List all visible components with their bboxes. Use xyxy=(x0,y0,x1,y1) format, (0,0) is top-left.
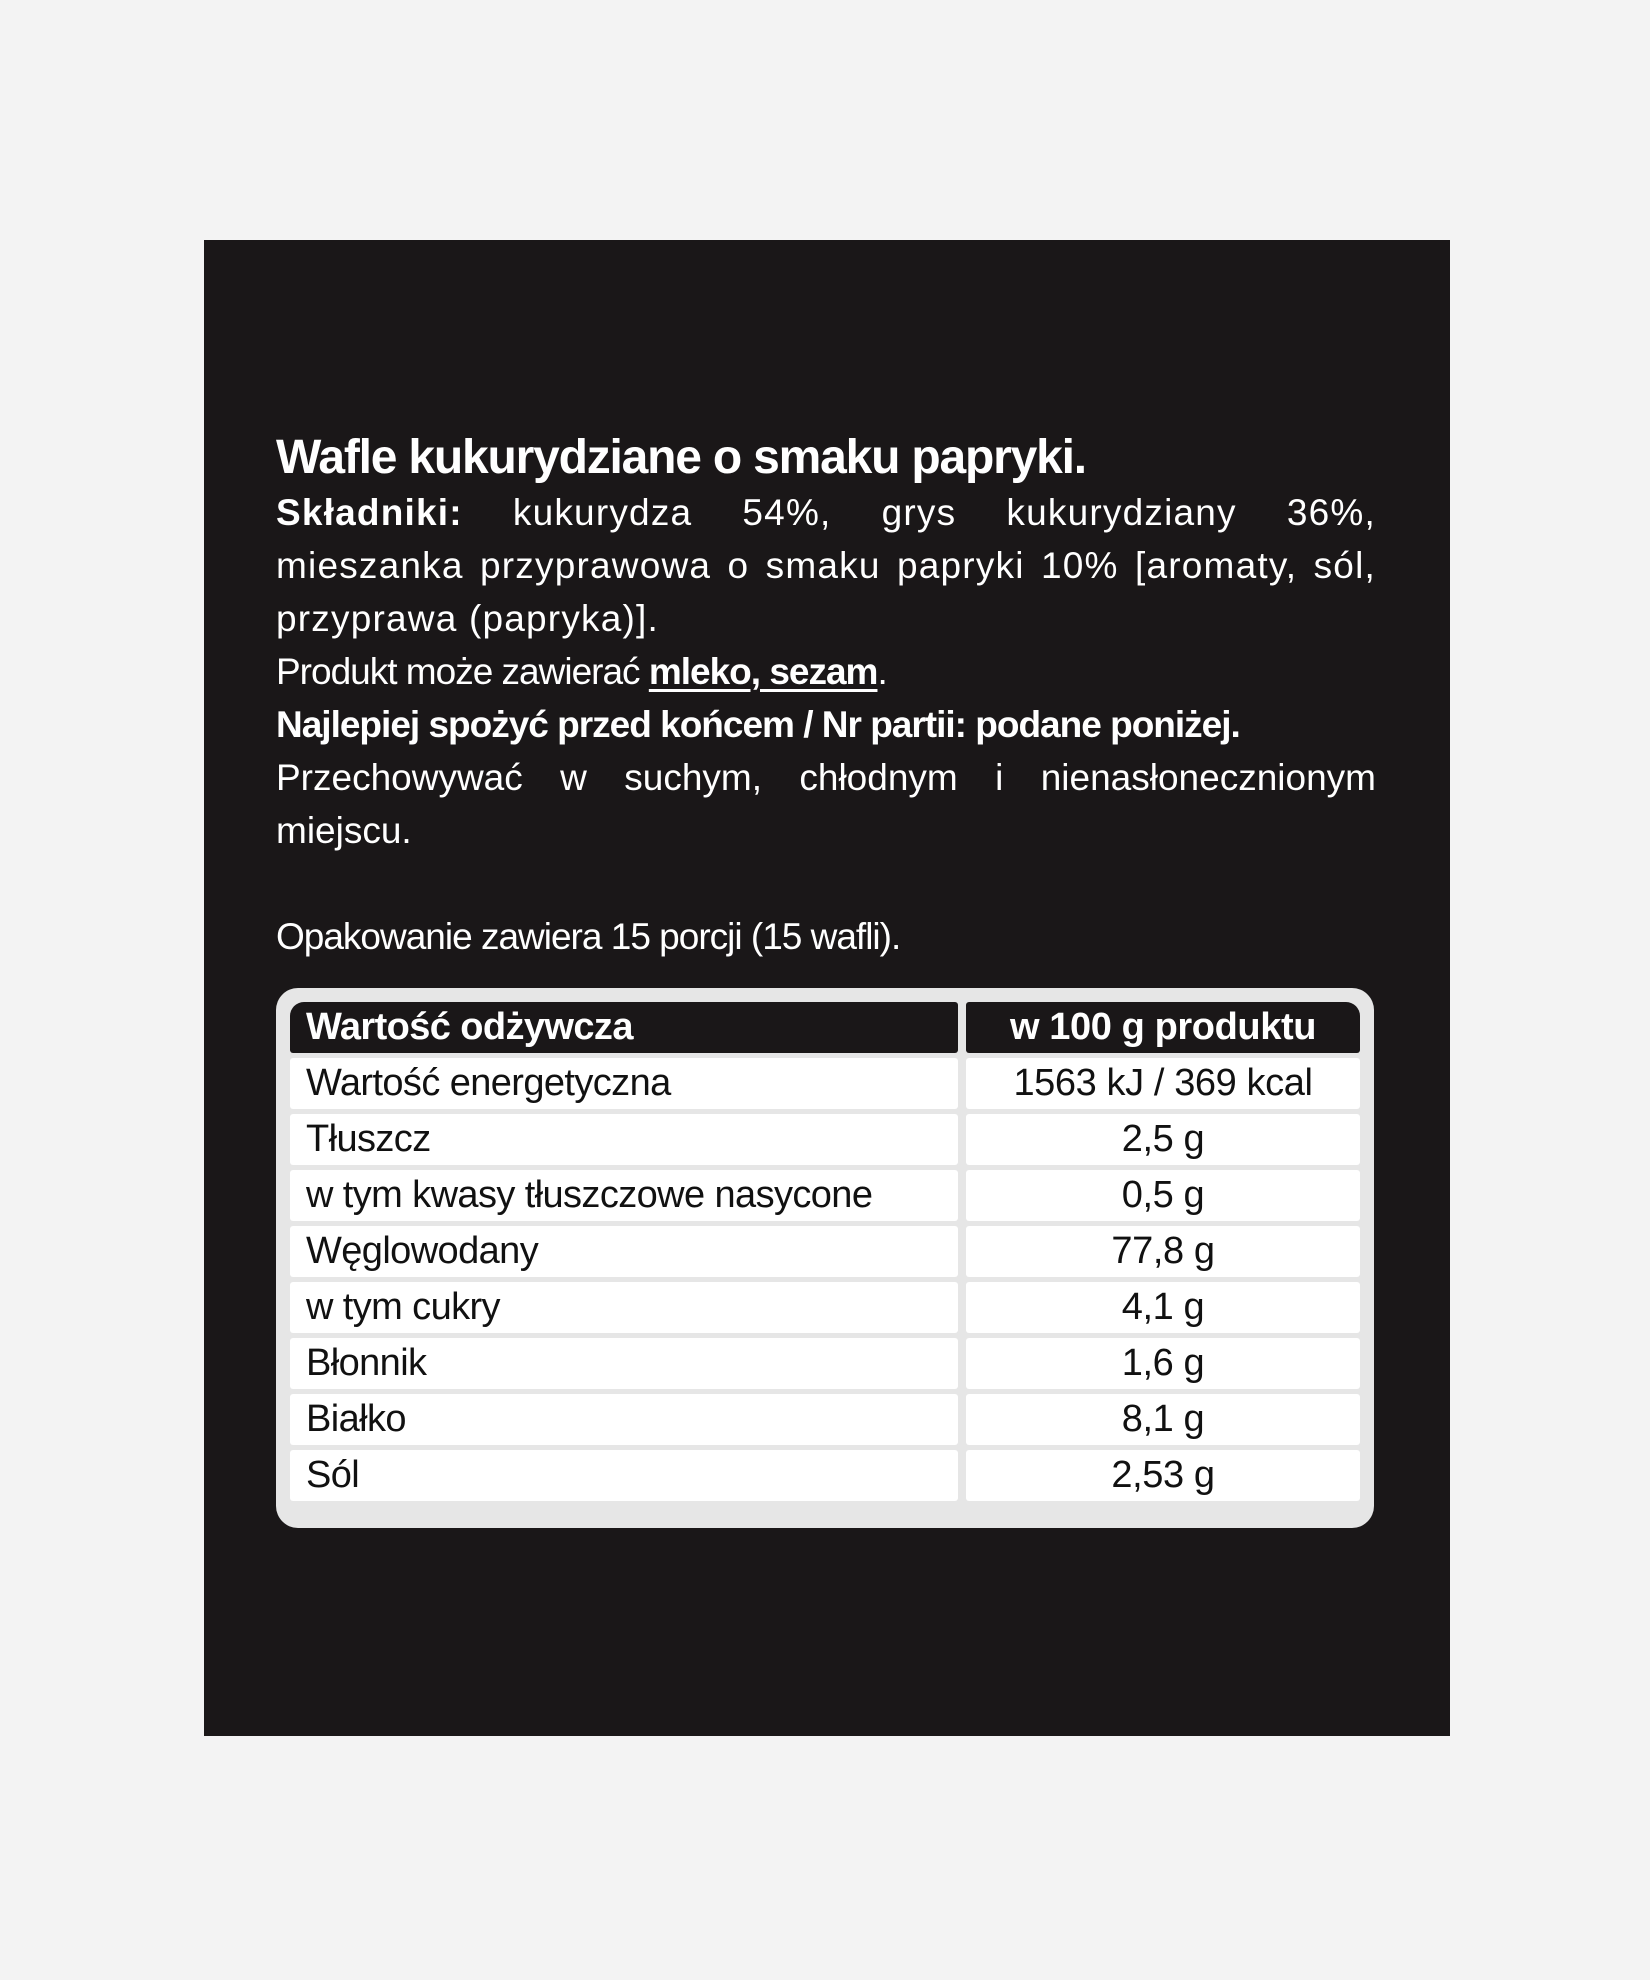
nutrient-value: 4,1 g xyxy=(966,1282,1360,1333)
product-title: Wafle kukurydziane o smaku papryki. xyxy=(276,431,1086,484)
nutrition-header-per: w 100 g produktu xyxy=(966,1002,1360,1053)
nutrition-row-protein xyxy=(290,1394,1360,1445)
ingredients-paragraph xyxy=(276,486,1376,645)
nutrition-row-energy xyxy=(290,1058,1360,1109)
nutrient-name: Białko xyxy=(290,1394,958,1445)
nutrient-name: Wartość energetyczna xyxy=(290,1058,958,1109)
nutrition-row-salt xyxy=(290,1450,1360,1501)
product-label-panel xyxy=(204,240,1450,1736)
allergens-list: mleko, sezam xyxy=(648,651,878,692)
nutrient-name: Sól xyxy=(290,1450,958,1501)
nutrient-name: Błonnik xyxy=(290,1338,958,1389)
nutrition-table-header xyxy=(290,1002,1360,1053)
allergens-suffix: . xyxy=(877,651,887,692)
nutrient-value: 2,53 g xyxy=(966,1450,1360,1501)
best-before-note: Najlepiej spożyć przed końcem / Nr partii: podane poniżej. xyxy=(276,704,1240,745)
nutrition-row-saturated-fat xyxy=(290,1170,1360,1221)
nutrition-header-name: Wartość odżywcza xyxy=(290,1002,958,1053)
nutrient-value: 2,5 g xyxy=(966,1114,1360,1165)
storage-instructions: Przechowywać w suchym, chłodnym i nienasłonecznionym miejscu. xyxy=(276,757,1376,851)
allergens-prefix: Produkt może zawierać xyxy=(276,651,649,692)
ingredients-label: Składniki: xyxy=(276,492,463,533)
nutrient-name: Tłuszcz xyxy=(290,1114,958,1165)
nutrition-row-fibre xyxy=(290,1338,1360,1389)
allergens-paragraph xyxy=(276,645,1376,698)
nutrient-value: 1,6 g xyxy=(966,1338,1360,1389)
package-info: Opakowanie zawiera 15 porcji (15 wafli). xyxy=(276,916,901,957)
nutrient-name: w tym cukry xyxy=(290,1282,958,1333)
nutrition-row-sugars xyxy=(290,1282,1360,1333)
nutrition-row-fat xyxy=(290,1114,1360,1165)
nutrition-table xyxy=(276,988,1374,1528)
nutrient-value: 77,8 g xyxy=(966,1226,1360,1277)
nutrient-name: w tym kwasy tłuszczowe nasycone xyxy=(290,1170,958,1221)
ingredients-text: kukurydza 54%, grys kukurydziany 36%, mieszanka przyprawowa o smaku papryki 10% [aromaty, sól, przyprawa (papryka)]. xyxy=(276,492,1376,639)
nutrient-value: 8,1 g xyxy=(966,1394,1360,1445)
nutrient-value: 1563 kJ / 369 kcal xyxy=(966,1058,1360,1109)
nutrient-name: Węglowodany xyxy=(290,1226,958,1277)
nutrient-value: 0,5 g xyxy=(966,1170,1360,1221)
label-text-block xyxy=(276,430,1376,963)
nutrition-row-carbohydrates xyxy=(290,1226,1360,1277)
